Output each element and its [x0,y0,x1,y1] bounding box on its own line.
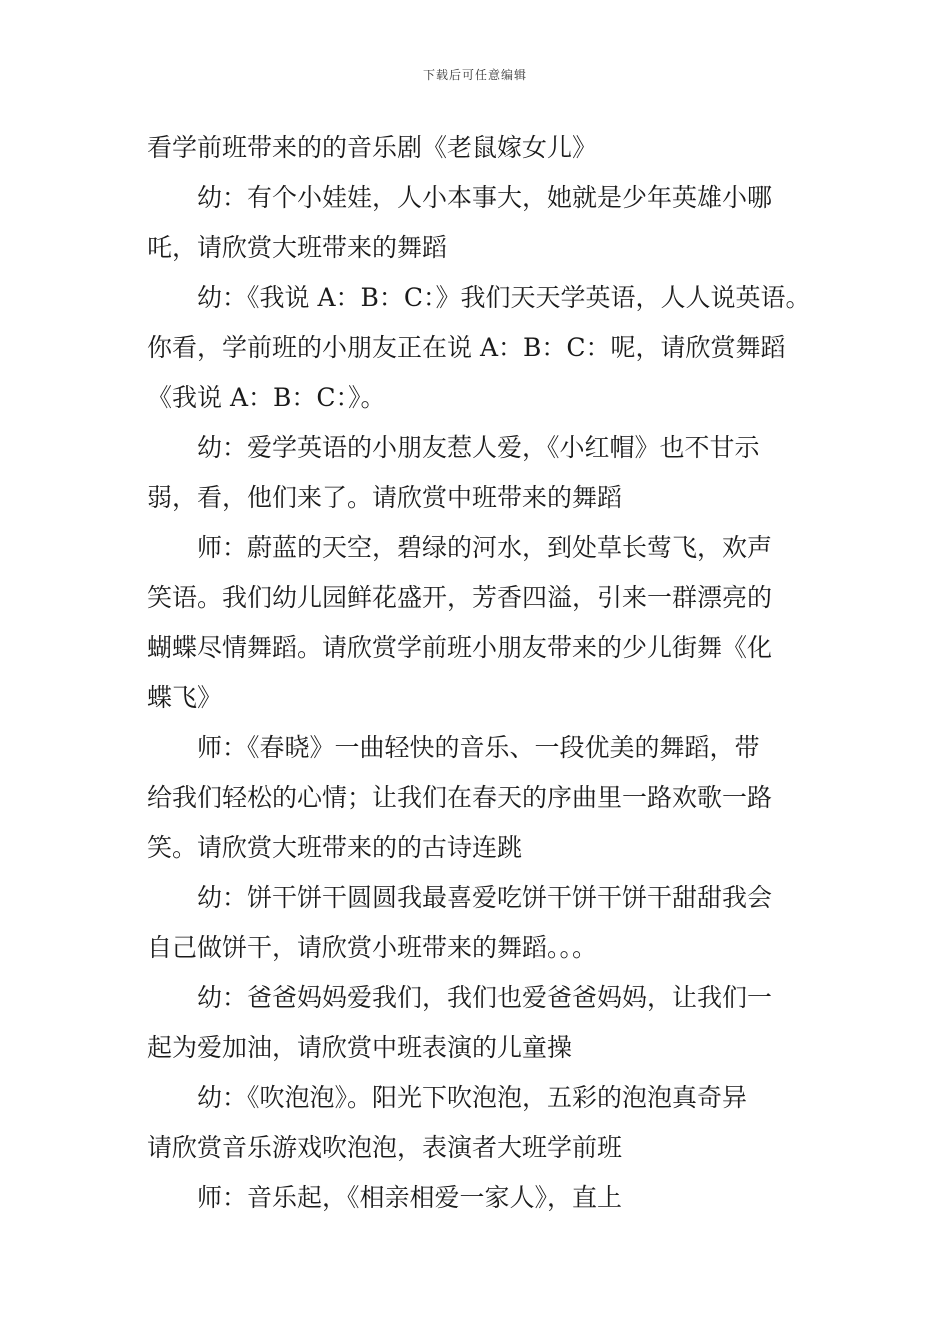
text-line: 起为爱加油，请欣赏中班表演的儿童操 [147,1033,573,1062]
text-line: 师：蔚蓝的天空，碧绿的河水，到处草长莺飞，欢声 [147,533,773,562]
text-line: 蝶飞》 [147,683,223,712]
text-line: 《我说 A：B：C：》。 [147,383,386,412]
text-line: 笑。请欣赏大班带来的的古诗连跳 [147,833,523,862]
text-line: 弱，看，他们来了。请欣赏中班带来的舞蹈 [147,483,623,512]
text-line: 幼：爱学英语的小朋友惹人爱，《小红帽》也不甘示 [147,433,760,462]
text-line: 幼：《我说 A：B：C：》我们天天学英语，人人说英语。 [147,283,811,312]
text-line: 幼：饼干饼干圆圆我最喜爱吃饼干饼干饼干甜甜我会 [147,883,773,912]
document-body [147,123,809,1223]
text-line: 蝴蝶尽情舞蹈。请欣赏学前班小朋友带来的少儿街舞《化 [147,633,773,662]
text-line: 幼：有个小娃娃，人小本事大，她就是少年英雄小哪 [147,183,773,212]
text-line: 吒，请欣赏大班带来的舞蹈 [147,233,448,262]
text-line: 你看，学前班的小朋友正在说 A：B：C：呢，请欣赏舞蹈 [147,333,786,362]
text-line: 幼：《吹泡泡》。阳光下吹泡泡，五彩的泡泡真奇异 [147,1083,748,1112]
text-line: 给我们轻松的心情；让我们在春天的序曲里一路欢歌一路 [147,783,773,812]
text-line: 师：《春晓》一曲轻快的音乐、一段优美的舞蹈，带 [147,733,760,762]
text-line: 师：音乐起，《相亲相爱一家人》，直上 [147,1183,623,1212]
text-line: 自己做饼干，请欣赏小班带来的舞蹈。。。 [147,933,598,962]
text-line: 看学前班带来的的音乐剧《老鼠嫁女儿》 [147,133,598,162]
page-header-note: 下载后可任意编辑 [422,68,527,82]
text-line: 请欣赏音乐游戏吹泡泡，表演者大班学前班 [147,1133,623,1162]
text-line: 幼：爸爸妈妈爱我们，我们也爱爸爸妈妈，让我们一 [147,983,773,1012]
text-line: 笑语。我们幼儿园鲜花盛开，芳香四溢，引来一群漂亮的 [147,583,773,612]
